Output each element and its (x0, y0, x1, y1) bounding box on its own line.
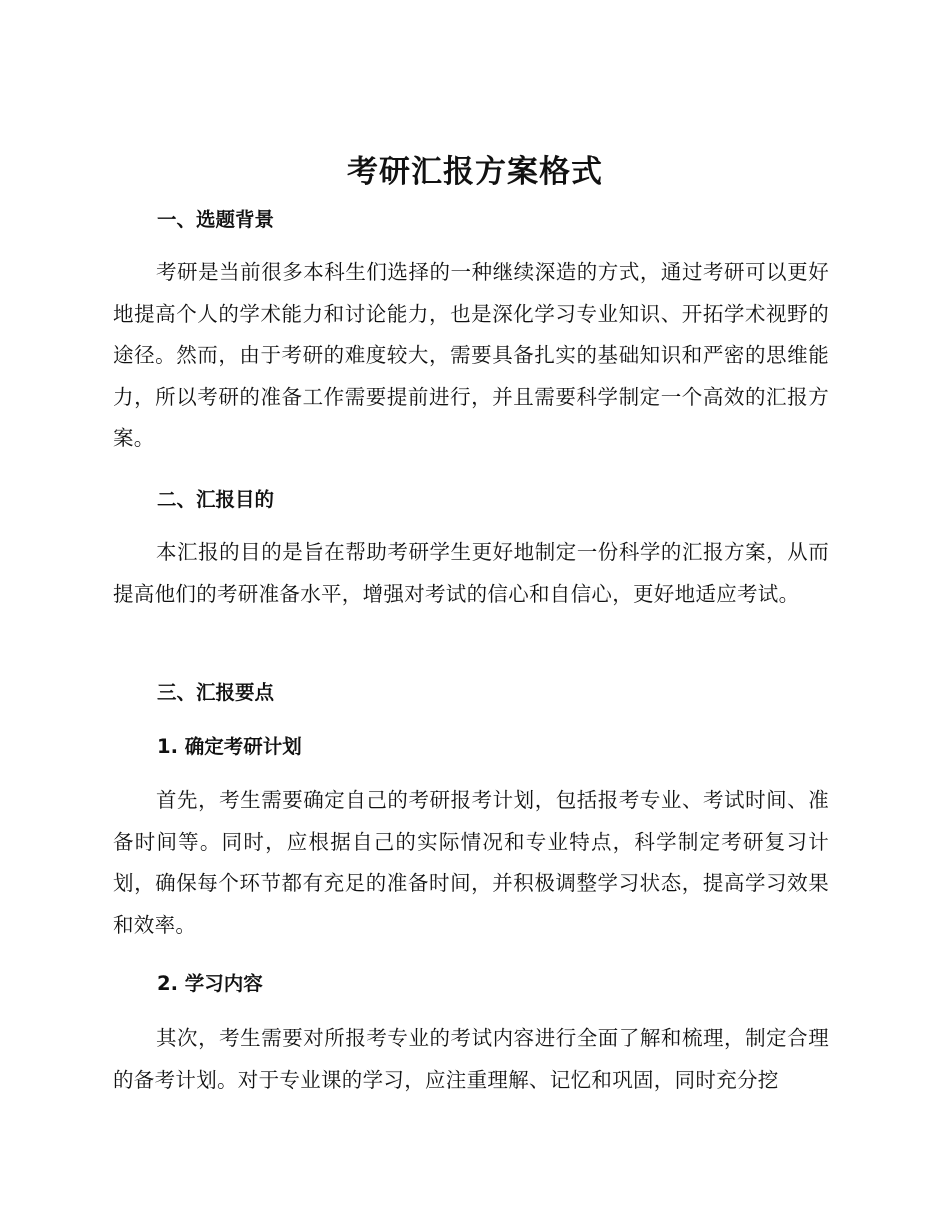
document-title: 考研汇报方案格式 (347, 154, 603, 190)
section-heading-background: 一、选题背景 (157, 208, 275, 231)
subsection-heading-plan: 1. 确定考研计划 (157, 735, 302, 758)
subsection-heading-content: 2. 学习内容 (157, 972, 263, 995)
section-heading-key-points: 三、汇报要点 (157, 681, 275, 704)
section-paragraph-background: 考研是当前很多本科生们选择的一种继续深造的方式，通过考研可以更好地提高个人的学术能力和讨论能力，也是深化学习专业知识、开拓学术视野的途径。然而，由于考研的难度较大，需要具备扎实的基础知识和严密的思维能力，所以考研的准备工作需要提前进行，并且需要科学制定一个高效的汇报方案。 (113, 260, 829, 450)
subsection-paragraph-content: 其次，考生需要对所报考专业的考试内容进行全面了解和梳理，制定合理的备考计划。对于专业课的学习，应注重理解、记忆和巩固，同时充分挖 (113, 1026, 829, 1092)
subsection-paragraph-plan: 首先，考生需要确定自己的考研报考计划，包括报考专业、考试时间、准备时间等。同时，应根据自己的实际情况和专业特点，科学制定考研复习计划，确保每个环节都有充足的准备时间，并积极调整学习状态，提高学习效果和效率。 (113, 788, 829, 937)
section-heading-purpose: 二、汇报目的 (157, 488, 275, 511)
section-paragraph-purpose: 本汇报的目的是旨在帮助考研学生更好地制定一份科学的汇报方案，从而提高他们的考研准备水平，增强对考试的信心和自信心，更好地适应考试。 (113, 540, 829, 606)
